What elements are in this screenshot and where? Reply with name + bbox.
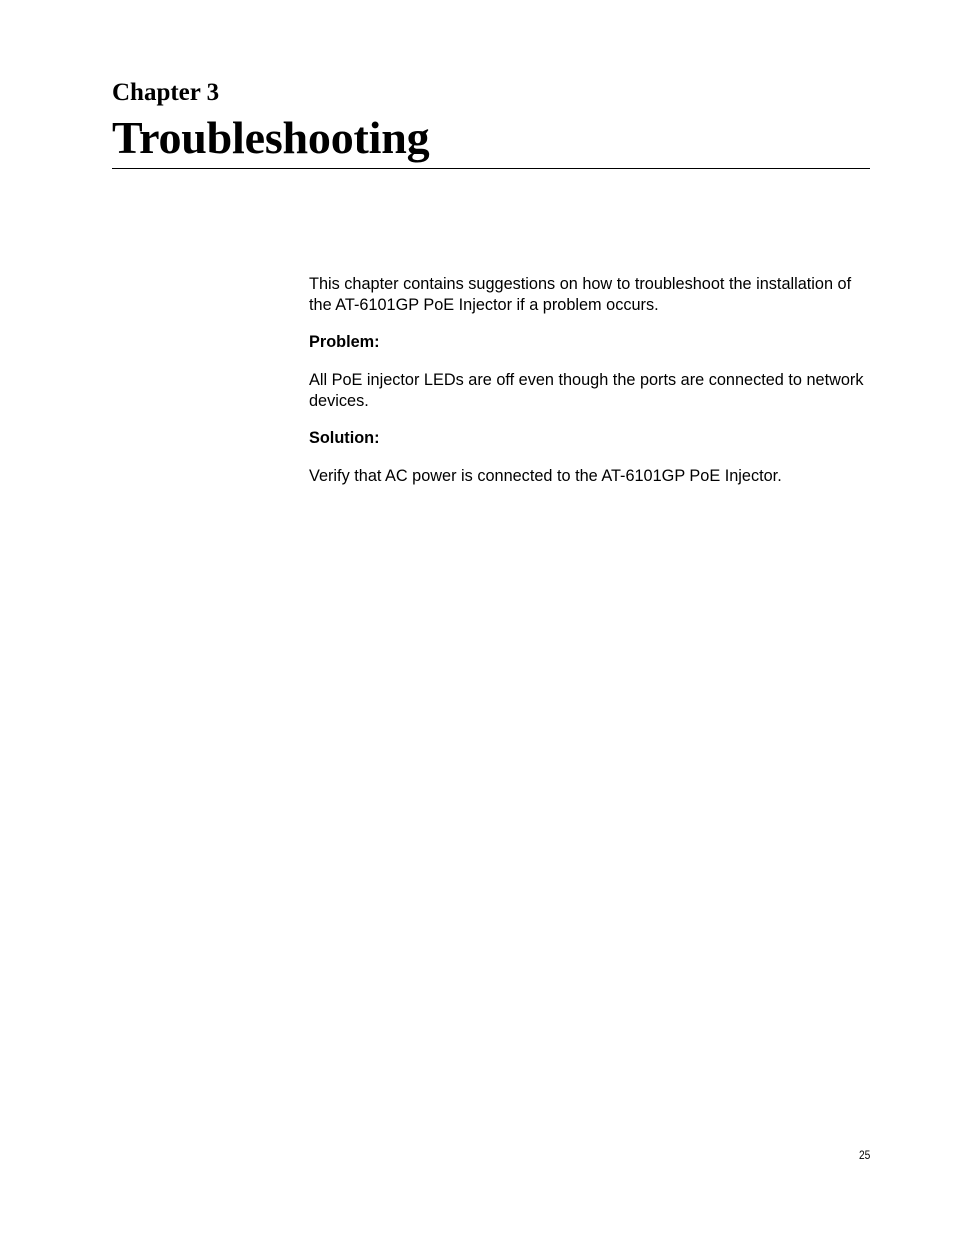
intro-paragraph: This chapter contains suggestions on how to troubleshoot the installation of the AT-6101GP PoE Injector if a problem occurs. [309, 275, 852, 314]
page-number: 25 [858, 1148, 870, 1162]
solution-heading: Solution: [309, 429, 380, 447]
body-content [309, 274, 870, 503]
title-rule [112, 168, 870, 169]
problem-paragraph: All PoE injector LEDs are off even though the ports are connected to network devices. [309, 371, 864, 410]
solution-paragraph: Verify that AC power is connected to the AT-6101GP PoE Injector. [309, 467, 782, 485]
chapter-label: Chapter 3 [112, 79, 220, 106]
chapter-title: Troubleshooting [112, 112, 430, 163]
problem-heading: Problem: [309, 333, 380, 351]
